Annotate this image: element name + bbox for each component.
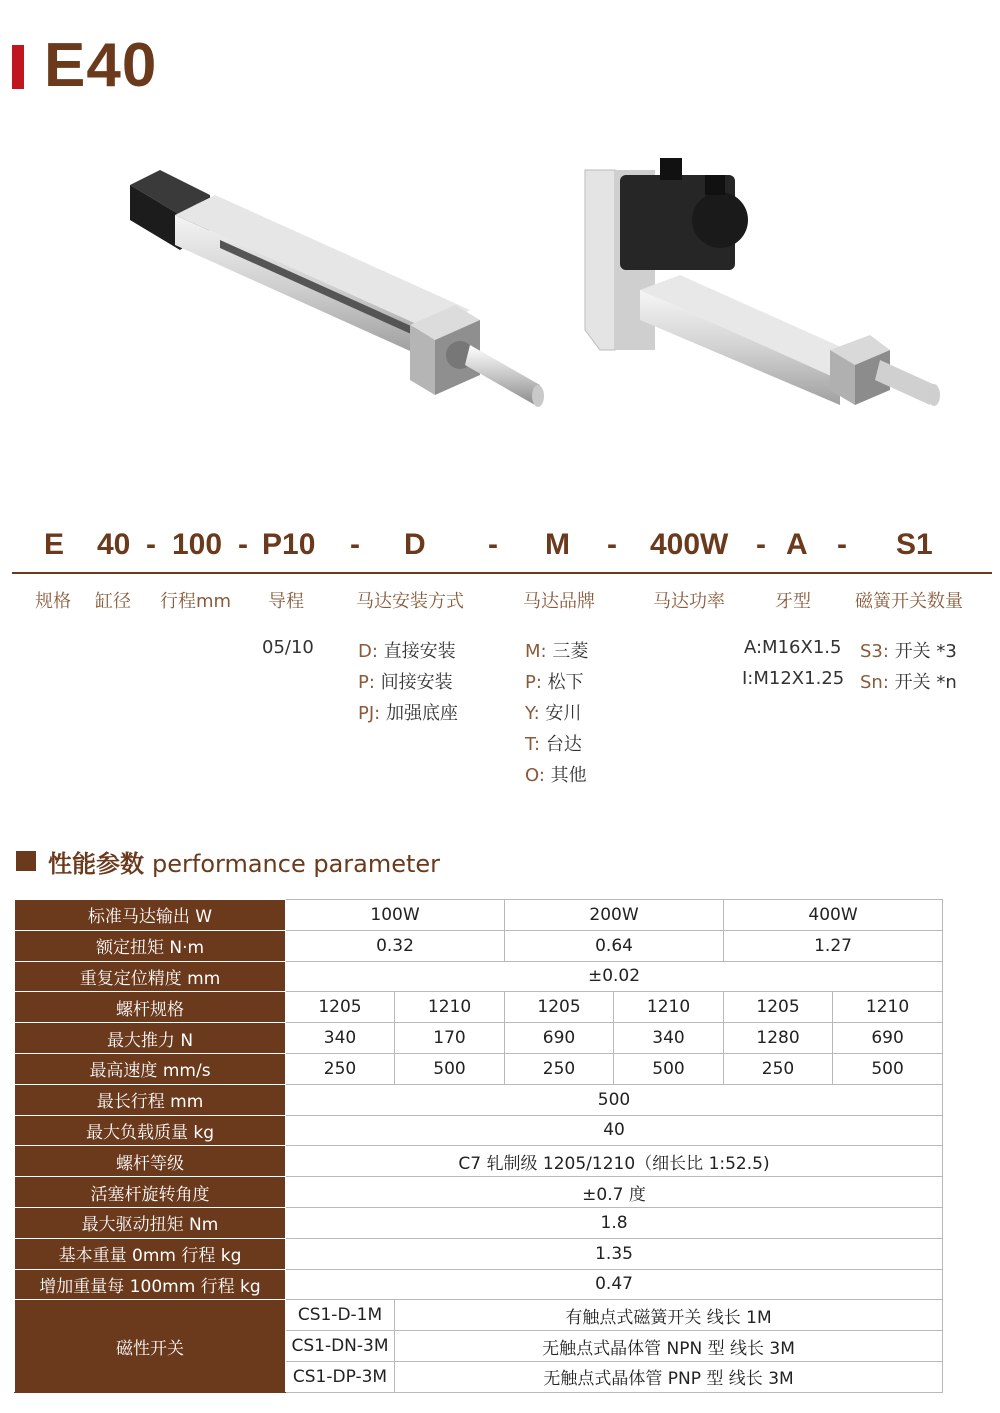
- code-dash: -: [350, 528, 360, 561]
- row-header: 增加重量每 100mm 行程 kg: [15, 1269, 286, 1300]
- table-cell: 340: [286, 1023, 395, 1054]
- actuator-indirect-mount-image: [580, 150, 960, 420]
- table-cell: 400W: [724, 900, 943, 931]
- switch-option: S3: 开关 *3: [860, 641, 957, 662]
- performance-table: [14, 899, 943, 1393]
- label-thread: 牙型: [775, 591, 811, 612]
- table-row: [15, 930, 943, 961]
- label-bore: 缸径: [95, 591, 131, 612]
- table-cell: 1205: [505, 992, 614, 1023]
- row-header: 基本重量 0mm 行程 kg: [15, 1238, 286, 1269]
- table-row: [15, 992, 943, 1023]
- label-spec: 规格: [35, 591, 71, 612]
- row-header: 标准马达输出 W: [15, 900, 286, 931]
- table-cell: 1.35: [286, 1238, 943, 1269]
- table-row: [15, 1084, 943, 1115]
- table-cell: 690: [505, 1023, 614, 1054]
- code-dash: -: [238, 528, 248, 561]
- brand-option: P: 松下: [525, 672, 584, 693]
- actuator-direct-mount-image: [120, 160, 560, 420]
- table-cell: 1205: [286, 992, 395, 1023]
- row-header: 最大负载质量 kg: [15, 1115, 286, 1146]
- table-row: [15, 1146, 943, 1177]
- table-cell: 340: [614, 1023, 724, 1054]
- switch-option: Sn: 开关 *n: [860, 672, 957, 693]
- code-dash: -: [607, 528, 617, 561]
- row-header: 最长行程 mm: [15, 1084, 286, 1115]
- table-cell: 无触点式晶体管 NPN 型 线长 3M: [395, 1331, 943, 1362]
- code-brand: M: [545, 528, 570, 561]
- table-cell: 250: [286, 1053, 395, 1084]
- table-cell: C7 轧制级 1205/1210（细长比 1:52.5): [286, 1146, 943, 1177]
- mount-option: PJ: 加强底座: [358, 703, 458, 724]
- table-cell: 690: [833, 1023, 943, 1054]
- table-cell: 250: [505, 1053, 614, 1084]
- table-row: [15, 1269, 943, 1300]
- model-code: [0, 528, 1000, 568]
- table-cell: 170: [395, 1023, 505, 1054]
- table-row: [15, 1115, 943, 1146]
- table-cell: 500: [833, 1053, 943, 1084]
- row-header: 最大驱动扭矩 Nm: [15, 1207, 286, 1238]
- table-cell: 无触点式晶体管 PNP 型 线长 3M: [395, 1361, 943, 1392]
- brand-option: M: 三菱: [525, 641, 589, 662]
- table-cell: 1280: [724, 1023, 833, 1054]
- table-cell: 1210: [833, 992, 943, 1023]
- table-row: [15, 1053, 943, 1084]
- table-cell: 500: [395, 1053, 505, 1084]
- table-cell: ±0.02: [286, 961, 943, 992]
- row-header: 螺杆等级: [15, 1146, 286, 1177]
- code-dash: -: [488, 528, 498, 561]
- row-header: 最高速度 mm/s: [15, 1053, 286, 1084]
- row-header: 活塞杆旋转角度: [15, 1177, 286, 1208]
- thread-option: I:M12X1.25: [742, 668, 845, 689]
- code-switch: S1: [896, 528, 933, 561]
- brand-option: Y: 安川: [525, 703, 582, 724]
- table-cell: CS1-D-1M: [286, 1300, 395, 1331]
- table-cell: 0.47: [286, 1269, 943, 1300]
- code-thread: A: [786, 528, 808, 561]
- table-row: [15, 961, 943, 992]
- code-dash: -: [146, 528, 156, 561]
- table-row: [15, 1023, 943, 1054]
- lead-option: 05/10: [262, 637, 314, 658]
- table-cell: 有触点式磁簧开关 线长 1M: [395, 1300, 943, 1331]
- table-cell: 200W: [505, 900, 724, 931]
- table-cell: 1210: [614, 992, 724, 1023]
- section-title: 性能参数 performance parameter: [48, 850, 441, 878]
- code-lead: P10: [262, 528, 316, 561]
- table-cell: 500: [286, 1084, 943, 1115]
- row-header: 额定扭矩 N·m: [15, 930, 286, 961]
- table-cell: 1205: [724, 992, 833, 1023]
- brand-option: O: 其他: [525, 765, 587, 786]
- label-lead: 导程: [268, 591, 304, 612]
- label-stroke: 行程mm: [160, 591, 232, 612]
- code-series: E: [44, 528, 65, 561]
- table-row: [15, 900, 943, 931]
- label-switch-count: 磁簧开关数量: [855, 591, 963, 612]
- table-cell: 1210: [395, 992, 505, 1023]
- mount-option: P: 间接安装: [358, 672, 453, 693]
- row-header: 重复定位精度 mm: [15, 961, 286, 992]
- table-cell: 0.64: [505, 930, 724, 961]
- code-stroke: 100: [172, 528, 223, 561]
- code-divider: [12, 572, 992, 574]
- code-power: 400W: [650, 528, 729, 561]
- code-mount: D: [404, 528, 426, 561]
- table-row: [15, 1207, 943, 1238]
- table-cell: 500: [614, 1053, 724, 1084]
- code-dash: -: [837, 528, 847, 561]
- page-title: E40: [44, 31, 158, 100]
- row-header: 最大推力 N: [15, 1023, 286, 1054]
- table-cell: 0.32: [286, 930, 505, 961]
- table-row: [15, 1177, 943, 1208]
- row-header: 磁性开关: [15, 1300, 286, 1392]
- brand-option: T: 台达: [525, 734, 582, 755]
- table-cell: CS1-DN-3M: [286, 1331, 395, 1362]
- mount-option: D: 直接安装: [358, 641, 456, 662]
- table-row: [15, 1300, 943, 1331]
- row-header: 螺杆规格: [15, 992, 286, 1023]
- table-row: [15, 1238, 943, 1269]
- title-accent-bar: [12, 45, 24, 89]
- code-bore: 40: [97, 528, 131, 561]
- label-motor-mount: 马达安装方式: [356, 591, 464, 612]
- table-cell: 250: [724, 1053, 833, 1084]
- code-dash: -: [756, 528, 766, 561]
- section-marker: [16, 851, 36, 871]
- table-cell: 100W: [286, 900, 505, 931]
- table-cell: CS1-DP-3M: [286, 1361, 395, 1392]
- table-cell: 1.8: [286, 1207, 943, 1238]
- table-cell: 1.27: [724, 930, 943, 961]
- thread-option: A:M16X1.5: [744, 637, 842, 658]
- label-motor-brand: 马达品牌: [523, 591, 595, 612]
- table-cell: 40: [286, 1115, 943, 1146]
- label-motor-power: 马达功率: [653, 591, 725, 612]
- table-cell: ±0.7 度: [286, 1177, 943, 1208]
